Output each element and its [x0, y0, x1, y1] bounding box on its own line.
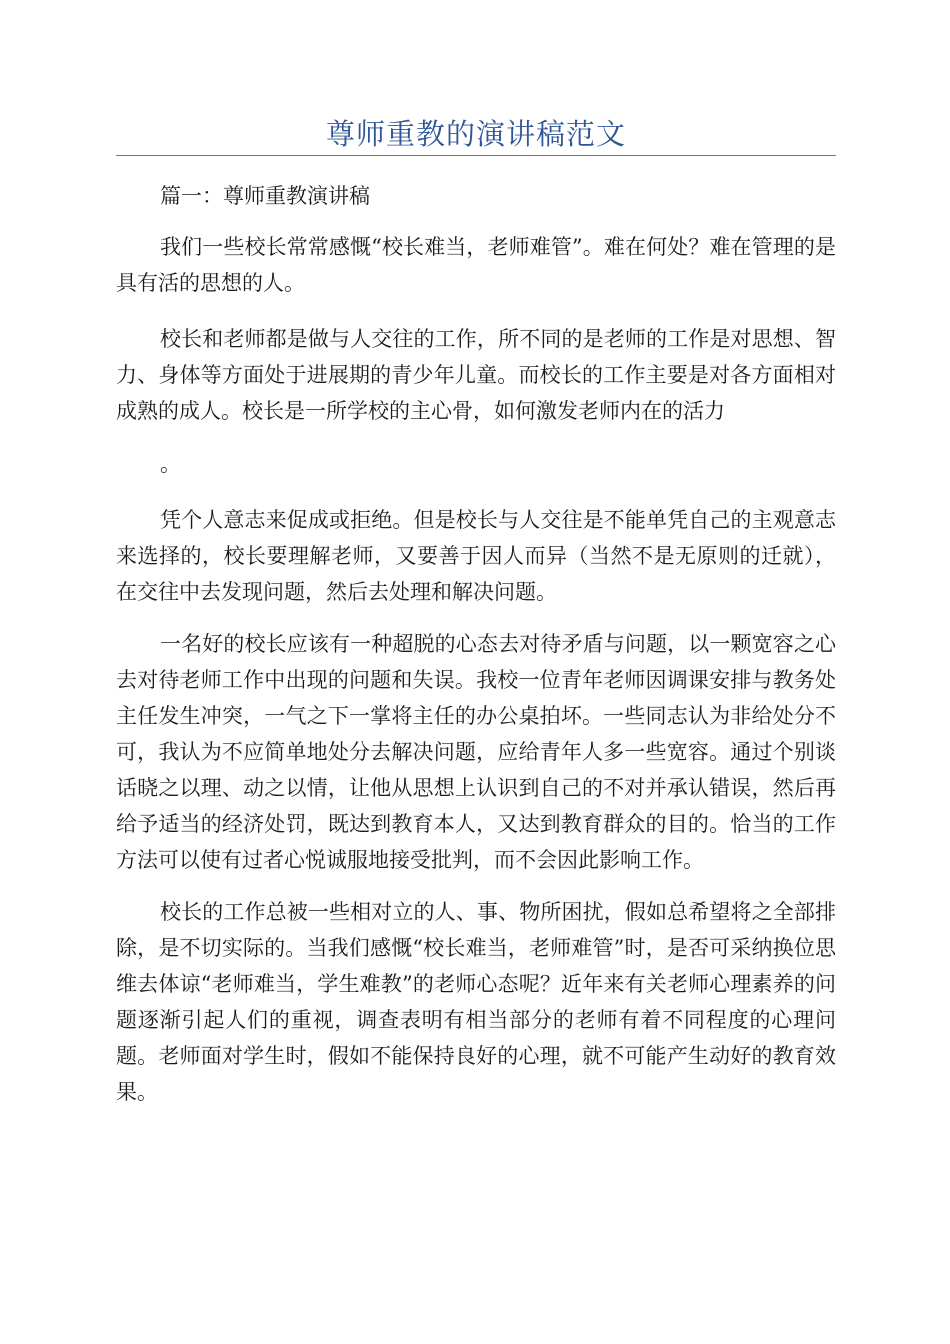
paragraph-3: 。 — [160, 452, 181, 476]
document-page — [116, 0, 836, 1110]
document-title: 尊师重教的演讲稿范文 — [325, 117, 626, 151]
title-underline — [116, 155, 836, 156]
paragraph-4: 凭个人意志来促成或拒绝。但是校长与人交往是不能单凭自己的主观意志来选择的，校长要理解老师，又要善于因人而异（当然不是无原则的迁就），在交往中去发现问题，然后去处理和解决问题。 — [116, 508, 836, 604]
paragraph-6: 校长的工作总被一些相对立的人、事、物所困扰，假如总希望将之全部排除，是不切实际的。当我们感慨“校长难当，老师难管”时，是否可采纳换位思维去体谅“老师难当，学生难教”的老师心态呢？近年来有关老师心理素养的问题逐渐引起人们的重视，调查表明有相当部分的老师有着不同程度的心理问题。老师面对学生时，假如不能保持良好的心理，就不可能产生动好的教育效果。 — [116, 900, 836, 1104]
paragraph-2: 校长和老师都是做与人交往的工作，所不同的是老师的工作是对思想、智力、身体等方面处于进展期的青少年儿童。而校长的工作主要是对各方面相对成熟的成人。校长是一所学校的主心骨，如何激发老师内在的活力 — [116, 327, 836, 423]
paragraph-5: 一名好的校长应该有一种超脱的心态去对待矛盾与问题，以一颗宽容之心去对待老师工作中出现的问题和失误。我校一位青年老师因调课安排与教务处主任发生冲突，一气之下一掌将主任的办公桌拍坏。一些同志认为非给处分不可，我认为不应简单地处分去解决问题，应给青年人多一些宽容。通过个别谈话晓之以理、动之以情，让他从思想上认识到自己的不对并承认错误，然后再给予适当的经济处罚，既达到教育本人，又达到教育群众的目的。恰当的工作方法可以使有过者心悦诚服地接受批判，而不会因此影响工作。 — [116, 632, 836, 872]
paragraph-1: 我们一些校长常常感慨“校长难当，老师难管”。难在何处？难在管理的是具有活的思想的人。 — [116, 235, 836, 295]
section-heading: 篇一：尊师重教演讲稿 — [160, 184, 370, 208]
